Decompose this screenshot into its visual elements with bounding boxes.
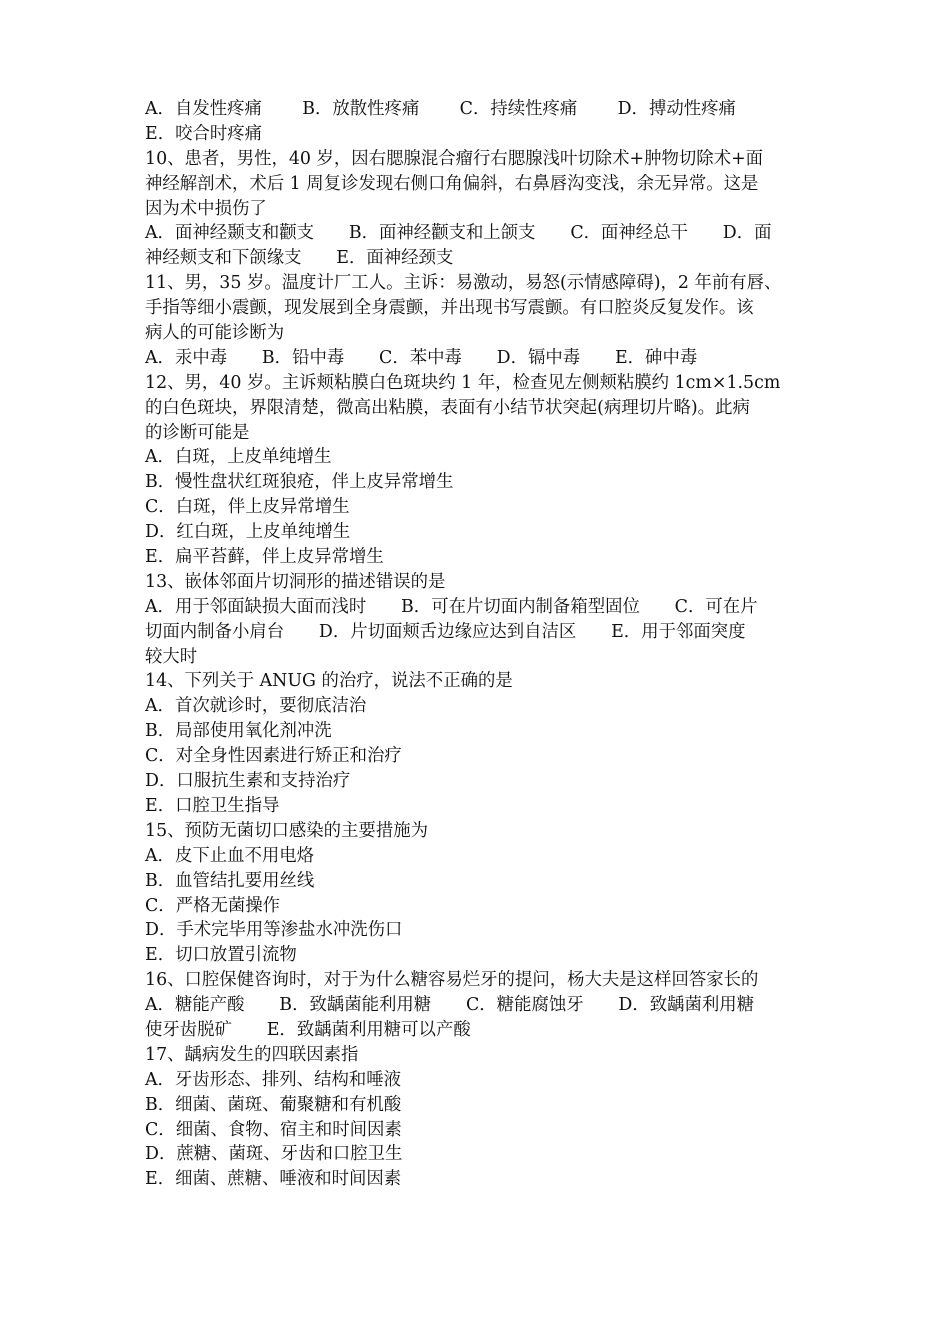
text-line: C．对全身性因素进行矫正和治疗 xyxy=(145,746,402,767)
text-line: E．口腔卫生指导 xyxy=(145,795,280,816)
text-line: E．咬合时疼痛 xyxy=(145,123,263,144)
text-line: 10、患者，男性，40 岁，因右腮腺混合瘤行右腮腺浅叶切除术+肿物切除术+面 xyxy=(145,148,764,169)
text-line: 12、男，40 岁。主诉颊粘膜白色斑块约 1 年，检查见左侧颊粘膜约 1cm×1.5cm xyxy=(145,372,781,393)
text-line: A．糖能产酸 B．致龋菌能利用糖 C．糖能腐蚀牙 D．致龋菌利用糖 xyxy=(145,995,755,1016)
text-line: A．首次就诊时，要彻底洁治 xyxy=(145,696,367,717)
text-line: A．用于邻面缺损大面而浅时 B．可在片切面内制备箱型固位 C．可在片 xyxy=(145,596,758,617)
text-line: A．皮下止血不用电烙 xyxy=(145,845,315,866)
text-line: E．切口放置引流物 xyxy=(145,945,297,966)
text-line: A．白斑，上皮单纯增生 xyxy=(145,447,332,468)
text-line: 的白色斑块，界限清楚，微高出粘膜，表面有小结节状突起(病理切片略)。此病 xyxy=(145,397,750,418)
text-line: A．自发性疼痛 B．放散性疼痛 C．持续性疼痛 D．搏动性疼痛 xyxy=(145,99,736,119)
text-line: 因为术中损伤了 xyxy=(145,198,267,219)
text-line: B．细菌、菌斑、葡聚糖和有机酸 xyxy=(145,1094,402,1115)
text-line: 16、口腔保健咨询时，对于为什么糖容易烂牙的提问，杨大夫是这样回答家长的 xyxy=(145,970,759,991)
exam-question-text xyxy=(145,97,817,1192)
text-line: D．蔗糖、菌斑、牙齿和口腔卫生 xyxy=(145,1144,403,1165)
text-line: B．局部使用氧化剂冲洗 xyxy=(145,721,332,742)
text-line: D．口服抗生素和支持治疗 xyxy=(145,771,351,792)
text-line: B．血管结扎要用丝线 xyxy=(145,870,315,891)
text-line: 较大时 xyxy=(145,646,198,667)
text-line: 11、男，35 岁。温度计厂工人。主诉：易激动，易怒(示情感障碍)，2 年前有唇、 xyxy=(145,273,782,294)
text-line: D．红白斑，上皮单纯增生 xyxy=(145,522,351,543)
text-line: A．牙齿形态、排列、结构和唾液 xyxy=(145,1069,402,1090)
text-line: 神经颊支和下颌缘支 E．面神经颈支 xyxy=(145,248,454,269)
text-line: A．汞中毒 B．铅中毒 C．苯中毒 D．镉中毒 E．砷中毒 xyxy=(145,347,698,368)
text-line: E．细菌、蔗糖、唾液和时间因素 xyxy=(145,1169,402,1190)
text-line: 13、嵌体邻面片切洞形的描述错误的是 xyxy=(145,571,446,592)
text-line: D．手术完毕用等渗盐水冲洗伤口 xyxy=(145,920,403,941)
text-line: C．白斑，伴上皮异常增生 xyxy=(145,497,350,518)
text-line: 切面内制备小肩台 D．片切面颊舌边缘应达到自洁区 E．用于邻面突度 xyxy=(145,621,746,642)
text-line: A．面神经颞支和颧支 B．面神经颧支和上颌支 C．面神经总干 D．面 xyxy=(145,223,772,244)
text-line: 神经解剖术，术后 1 周复诊发现右侧口角偏斜，右鼻唇沟变浅，余无异常。这是 xyxy=(145,173,759,194)
text-line: C．严格无菌操作 xyxy=(145,895,281,916)
text-line: 使牙齿脱矿 E．致龋菌利用糖可以产酸 xyxy=(145,1019,471,1040)
text-line: E．扁平苔藓，伴上皮异常增生 xyxy=(145,547,384,568)
text-line: B．慢性盘状红斑狼疮，伴上皮异常增生 xyxy=(145,472,454,493)
text-line: 15、预防无菌切口感染的主要措施为 xyxy=(145,820,428,841)
text-line: 手指等细小震颤，现发展到全身震颤，并出现书写震颤。有口腔炎反复发作。该 xyxy=(145,298,754,319)
text-line: 14、下列关于 ANUG 的治疗，说法不正确的是 xyxy=(145,671,513,692)
text-line: 17、龋病发生的四联因素指 xyxy=(145,1044,359,1065)
text-line: 的诊断可能是 xyxy=(145,422,250,443)
text-line: 病人的可能诊断为 xyxy=(145,323,285,344)
text-line: C．细菌、食物、宿主和时间因素 xyxy=(145,1119,402,1140)
